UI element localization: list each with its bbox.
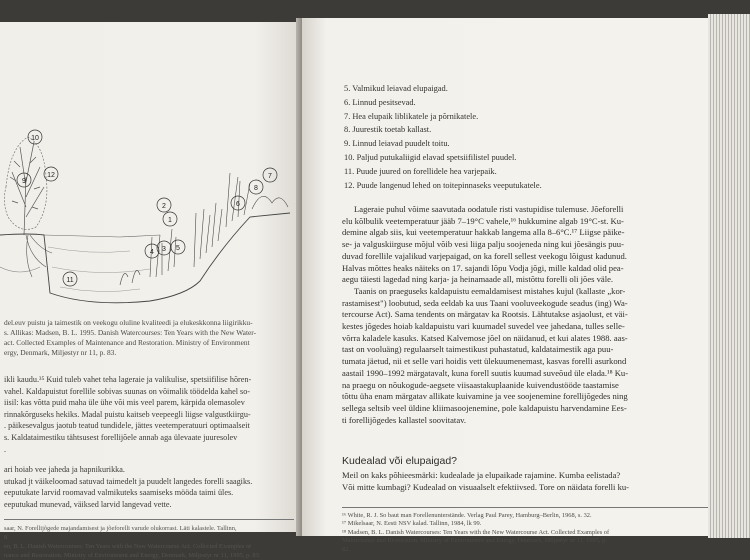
text-line: rastamisest") loobutud, seda eeldab ka uus Taani vooluveekogude seadus (ing) Wa- (342, 297, 628, 308)
text-line: ti forellijõgedes kallastel soovitatav. (342, 414, 467, 425)
text-line: Meil on kaks põhieesmärki: kudealade ja elupaikade rajamine. Kumba eelistada? (342, 470, 621, 480)
footnote-line: saar, N. Forellijõgede majandamisest ja jõeforelli varude olukorrast. Läti kalastele. Tallinn, (4, 525, 237, 532)
page-edges (708, 14, 750, 538)
figure-label-3: 3 (162, 246, 166, 253)
figure-label-4: 4 (150, 249, 154, 256)
list-item: 5. Valmikud leiavad elupaigad. (344, 84, 448, 93)
paragraph (342, 204, 710, 286)
list-item: 8. Juurestik toetab kallast. (344, 125, 432, 135)
text-line: elu kõlbulik veetemperatuur jääb 7–19°C vahele,¹⁶ hukkumine algab 19°C-st. Ku- (342, 215, 624, 226)
figure-label-11: 11 (66, 277, 74, 284)
left-paragraph (4, 374, 294, 455)
text-line: . (4, 444, 7, 454)
left-footnotes (4, 519, 294, 560)
list-item: 7. Hea elupaik liblikatele ja põrnikatele. (344, 111, 479, 121)
text-line: vahel. Kaldapuistut forellile sobivas suunas on võimalik töödelda kahel so- (4, 386, 251, 396)
numbered-list (344, 82, 542, 192)
text-line: tercourse Act). Sama tendents on märgatav ka Rootsis. Lähtutakse asjaolust, et väi- (342, 309, 628, 320)
water-and-bank (0, 213, 290, 303)
text-line: tast on vooluäng) regulaarselt taimestikust puhastatud, kaldataimestik aga puu- (342, 344, 614, 355)
section-heading: Kudealad või elupaigad? (342, 455, 458, 467)
text-line: na praegu on nõukogude-aegsete viisaastakuplaanide kuivendustööde taastamise (342, 379, 619, 390)
figure-number-labels (17, 130, 277, 286)
figure-label-6: 6 (236, 201, 240, 208)
reeds-drawing (120, 173, 288, 285)
figure-label-10: 10 (31, 135, 39, 142)
text-line: sellega seltsib veel üldine kliimasoojenemine, pole kaldapuistu harvendamine Ees- (342, 402, 627, 413)
footnote-line: en, B. L. Danish Watercourses: Ten Years with the New Watercourse Act. Collected Examples of (4, 543, 252, 550)
footnote-line: 82. (342, 545, 350, 553)
figure-caption (4, 318, 292, 358)
caption-line: del.euv puistu ja taimestik on veekogu oluline kvaliteedi ja elukeskkonna liigirikku- (4, 318, 253, 327)
list-item: 12. Puude langenud lehed on toitepinnaseks veeputukatele. (344, 180, 542, 190)
footnote-line: nance and Restoration. Ministry of Environment and Energy, Denmark, Miljøstyr nr 11, 1995, p. 83. (4, 552, 261, 559)
footnote-line: ¹⁷ Mikelsaar, N. Eesti NSV kalad. Tallinn, 1984, lk 99. (342, 520, 482, 528)
text-line: duvad forellile vajalikud varjepaigad, on ka forell sellest veekogu lõigust kadunud. (342, 250, 627, 261)
footnote-line: ¹⁸ Madsen, B. L. Danish Watercourses: Ten Years with the New Watercourse Act. Collected Examples of (342, 528, 610, 536)
figure-label-7: 7 (268, 173, 272, 180)
text-line: Taanis on praeguseks kaldapuistu eemaldamisest mistahes kujul (kallaste „kor- (354, 285, 626, 296)
text-line: eeputukad munevad, väiksed larvid langevad vette. (4, 499, 172, 509)
list-item: 10. Paljud putukaliigid elavad spetsiifilistel puudel. (344, 152, 517, 162)
text-line: ari hoiab vee jaheda ja hapnikurikka. (4, 465, 125, 475)
text-line: Halvas mõttes heaks näiteks on 17. sajandi lõpu Vodja jõgi, mille kaldad olid pea- (342, 262, 624, 273)
list-item: 11. Puude juured on forellidele hea varjepaik. (344, 166, 497, 176)
left-page (0, 22, 300, 559)
text-line: võrra kaladele kasuks. Katsed Kalvemose jõel on näidanud, et kui alates 1988. aas- (342, 332, 628, 343)
text-line: ikli kaudu.³⁵ Kuid tuleb vahet teha lageraie ja valikulise, spetsiifilise hõren- (4, 375, 252, 384)
text-line: kestes jõgedes hoiab kaldapuistu vari kuumadel suvedel vee jahedana, tulles selle- (342, 321, 625, 332)
riverbank-illustration (0, 117, 290, 317)
figure-label-2: 2 (162, 203, 166, 210)
caption-line: ergy, Denmark, Miljøstyr nr 11, p. 83. (4, 348, 117, 357)
text-line: iisil: kas võtta puid maha üle ühe või mis veel parem, kärpida olemasolev (4, 398, 245, 408)
tree-drawing (4, 137, 46, 235)
figure-label-1: 1 (168, 217, 172, 224)
text-line: tumata jäetud, nii et selle vari hoidis vett ülekuumenemast, kasvas forelli asurkond (342, 356, 627, 367)
text-line: Lageraie puhul võime saavutada oodatule risti vastupidise tulemuse. Jõeforelli (354, 204, 624, 214)
text-line: aastail 1990–1992 märgatavalt, kuna forell suutis kuumad suveõud üle elada.¹⁸ Ku- (342, 367, 629, 378)
list-item: 9. Linnud leiavad puudelt toitu. (344, 139, 450, 149)
caption-line: s. Allikas: Madsen, B. L. 1995. Danish Watercourses: Ten Years with the New Water- (4, 328, 257, 337)
figure-label-5: 5 (176, 245, 180, 252)
paragraph (342, 286, 710, 426)
footnote-line: 8. (4, 534, 9, 541)
text-line: rinnakõrguseks hekiks. Madal puistu kaitseb veepeegli liigse valgustkiirgu- (4, 409, 251, 419)
footnote-line: Maintenance and Restoration. Ministry of Environment and Energy, Denmark, Miljøstyr nr 11, 1995, p. (342, 537, 607, 545)
footnote-line: ¹⁶ White, R. J. So baut man Forellenunterstände. Verlag Paul Parey, Hamburg–Berlin, 1968, s. 32. (342, 512, 592, 519)
text-line: aegu täiesti lagedad ning karja- ja heinamaade all, mistõttu forelli oli jões väle. (342, 274, 614, 285)
text-line: eeputukate larvid roomavad valmikuteks saamiseks mööda taimi üles. (4, 488, 234, 498)
right-body-text (342, 204, 710, 426)
text-line: . päikesevalgus jaotub teatud tundidele, jättes veetemperatuuri optimaalseit (4, 421, 250, 431)
section-body (342, 470, 710, 493)
figure-label-9: 9 (22, 178, 26, 185)
list-item: 6. Linnud pesitsevad. (344, 97, 416, 107)
left-paragraph (4, 464, 294, 510)
figure-label-8: 8 (254, 185, 258, 192)
text-line: utukad jt väikeloomad satuvad taimedelt ja puudelt langedes forelli saagiks. (4, 476, 253, 486)
text-line: Või mitte kumbagi? Kudealad on visuaalselt efektiivsed. Tore on näidata forelli ku- (342, 481, 630, 492)
right-page (302, 18, 710, 553)
left-body-text (4, 374, 294, 520)
right-footnotes (342, 507, 710, 554)
caption-line: act. Collected Examples of Maintenance and Restoration. Ministry of Environment (4, 338, 250, 347)
text-line: se- ja valguskiirguse mõjul võib vesi liiga palju soojeneda ning kui jõesängis puu- (342, 239, 624, 250)
text-line: s. Kaldataimestiku tähtsusest forellijõele annab aga ülevaate juuresolev (4, 432, 238, 442)
text-line: tõttu üha enam märgatav allikate kuivamine ja vee soojenemine forellijõgedes ning (342, 391, 628, 402)
figure-label-12: 12 (47, 172, 55, 179)
text-line: demine algab siis, kui veetemperatuur hakkab langema alla 8–6°C.¹⁷ Liigse päike- (342, 227, 625, 238)
